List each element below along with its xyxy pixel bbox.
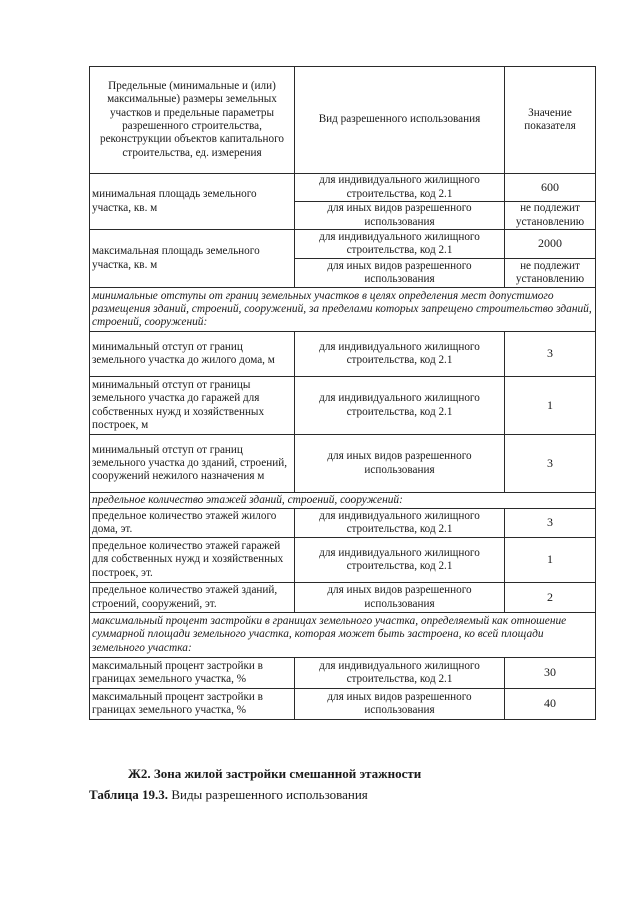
regulations-table bbox=[89, 66, 596, 720]
cell-param: предельное количество этажей жилого дома, эт. bbox=[90, 509, 295, 538]
cell-param: максимальная площадь земельного участка, кв. м bbox=[90, 230, 295, 288]
table-row bbox=[90, 230, 596, 259]
zone-title: Ж2. Зона жилой застройки смешанной этажности bbox=[128, 766, 422, 781]
cell-param: минимальный отступ от границы земельного участка до гаражей для собственных нужд и хозяйственных построек, м bbox=[90, 377, 295, 435]
cell-value: 600 bbox=[505, 174, 596, 202]
section-heading: минимальные отступы от границ земельных участков в целях определения мест допустимого размещения зданий, строений, сооружений, за пределами которых запрещено строительство зданий, строений, сооружений: bbox=[90, 288, 596, 332]
cell-use: для индивидуального жилищного строительства, код 2.1 bbox=[295, 658, 505, 689]
cell-value: не подлежит установлению bbox=[505, 202, 596, 230]
cell-value: 3 bbox=[505, 332, 596, 377]
cell-param: максимальный процент застройки в границах земельного участка, % bbox=[90, 658, 295, 689]
table-row bbox=[90, 435, 596, 493]
section-heading: максимальный процент застройки в границах земельного участка, определяемый как отношение суммарной площади земельного участка, которая может быть застроена, ко всей площади земельного участка: bbox=[90, 613, 596, 658]
cell-use: для иных видов разрешенного использования bbox=[295, 583, 505, 613]
cell-param: предельное количество этажей зданий, строений, сооружений, эт. bbox=[90, 583, 295, 613]
cell-value: 3 bbox=[505, 509, 596, 538]
section-row bbox=[90, 493, 596, 509]
header-param: Предельные (минимальные и (или) максимальные) размеры земельных участков и предельные параметры разрешенного строительства, реконструкции объектов капитального строительства, ед. измерения bbox=[90, 67, 295, 174]
cell-value: 2 bbox=[505, 583, 596, 613]
cell-param: максимальный процент застройки в границах земельного участка, % bbox=[90, 689, 295, 720]
cell-use: для индивидуального жилищного строительства, код 2.1 bbox=[295, 332, 505, 377]
cell-param: минимальный отступ от границ земельного участка до жилого дома, м bbox=[90, 332, 295, 377]
cell-value: 3 bbox=[505, 435, 596, 493]
cell-use: для иных видов разрешенного использования bbox=[295, 202, 505, 230]
cell-value: 1 bbox=[505, 538, 596, 583]
section-row bbox=[90, 613, 596, 658]
cell-value: не подлежит установлению bbox=[505, 259, 596, 288]
cell-use: для иных видов разрешенного использования bbox=[295, 259, 505, 288]
header-value: Значение показателя bbox=[505, 67, 596, 174]
cell-value: 40 bbox=[505, 689, 596, 720]
cell-use: для иных видов разрешенного использования bbox=[295, 435, 505, 493]
cell-use: для индивидуального жилищного строительства, код 2.1 bbox=[295, 377, 505, 435]
table-row bbox=[90, 583, 596, 613]
cell-use: для индивидуального жилищного строительства, код 2.1 bbox=[295, 174, 505, 202]
section-heading: предельное количество этажей зданий, строений, сооружений: bbox=[90, 493, 596, 509]
cell-value: 2000 bbox=[505, 230, 596, 259]
table-row bbox=[90, 509, 596, 538]
cell-param: минимальный отступ от границ земельного участка до зданий, строений, сооружений нежилого назначения м bbox=[90, 435, 295, 493]
table-row bbox=[90, 538, 596, 583]
cell-use: для индивидуального жилищного строительства, код 2.1 bbox=[295, 230, 505, 259]
table-caption-text: Виды разрешенного использования bbox=[168, 787, 368, 802]
table-row bbox=[90, 689, 596, 720]
cell-value: 1 bbox=[505, 377, 596, 435]
cell-value: 30 bbox=[505, 658, 596, 689]
cell-use: для индивидуального жилищного строительства, код 2.1 bbox=[295, 509, 505, 538]
cell-param: предельное количество этажей гаражей для собственных нужд и хозяйственных построек, эт. bbox=[90, 538, 295, 583]
cell-param: минимальная площадь земельного участка, кв. м bbox=[90, 174, 295, 230]
cell-use: для иных видов разрешенного использования bbox=[295, 689, 505, 720]
table-row bbox=[90, 377, 596, 435]
cell-use: для индивидуального жилищного строительства, код 2.1 bbox=[295, 538, 505, 583]
table-header-row bbox=[90, 67, 596, 174]
table-row bbox=[90, 658, 596, 689]
header-use: Вид разрешенного использования bbox=[295, 67, 505, 174]
section-row bbox=[90, 288, 596, 332]
table-row bbox=[90, 332, 596, 377]
table-row bbox=[90, 174, 596, 202]
table-caption bbox=[89, 787, 368, 803]
table-caption-label: Таблица 19.3. bbox=[89, 787, 169, 802]
